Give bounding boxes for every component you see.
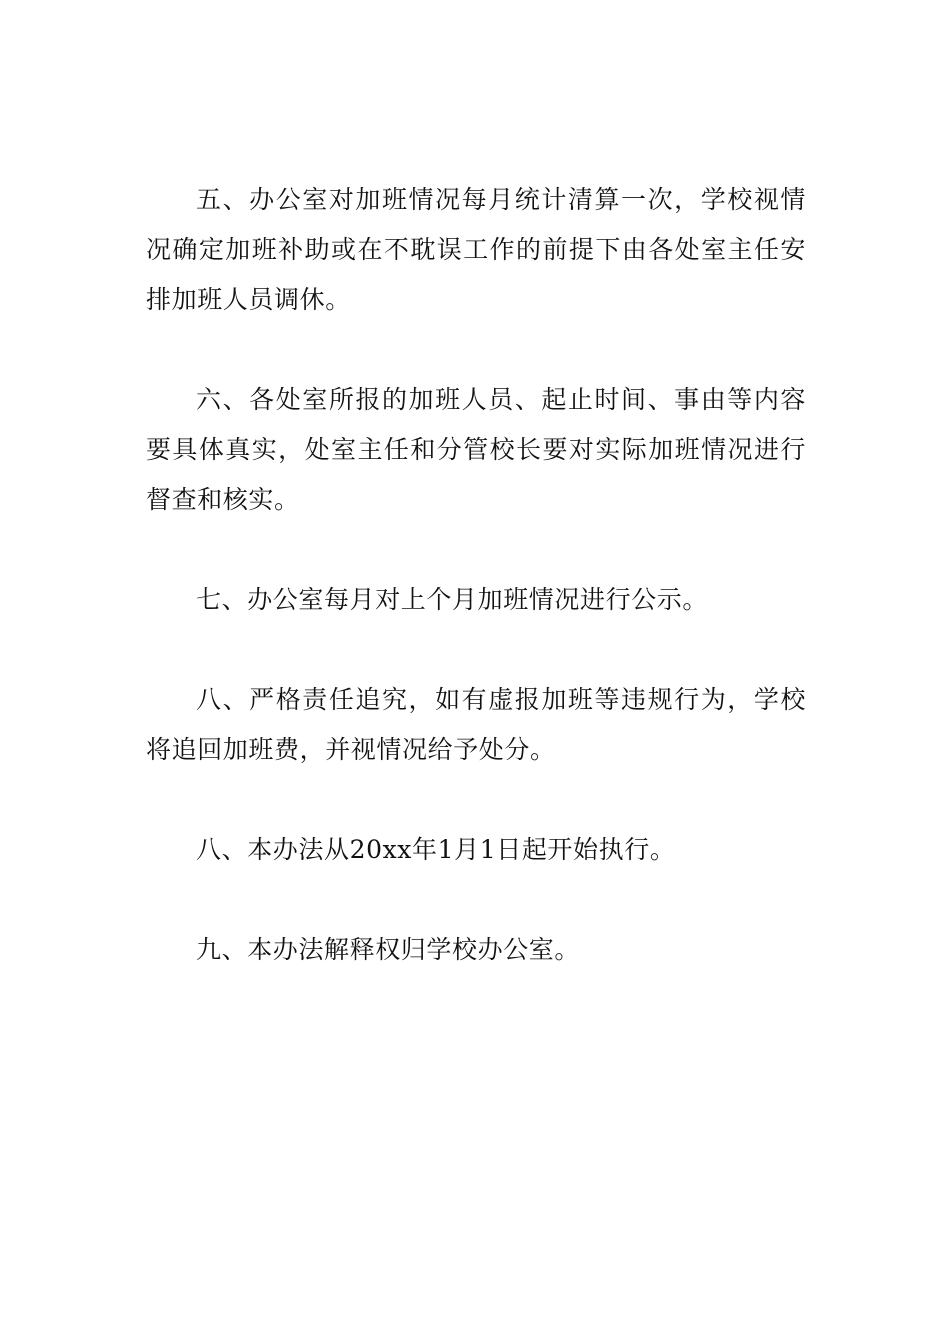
paragraph-item-6: 六、各处室所报的加班人员、起止时间、事由等内容要具体真实，处室主任和分管校长要对实际加班情况进行督查和核实。	[146, 385, 806, 514]
paragraph-item-5: 五、办公室对加班情况每月统计清算一次，学校视情况确定加班补助或在不耽误工作的前提下由各处室主任安排加班人员调休。	[146, 185, 806, 314]
paragraph-item-8-effective-date: 八、本办法从20xx年1月1日起开始执行。	[196, 835, 676, 864]
paragraph-item-7: 七、办公室每月对上个月加班情况进行公示。	[196, 585, 709, 614]
paragraph-item-9: 九、本办法解释权归学校办公室。	[196, 935, 581, 964]
paragraph-item-8-accountability: 八、严格责任追究，如有虚报加班等违规行为，学校将追回加班费，并视情况给予处分。	[146, 685, 806, 764]
